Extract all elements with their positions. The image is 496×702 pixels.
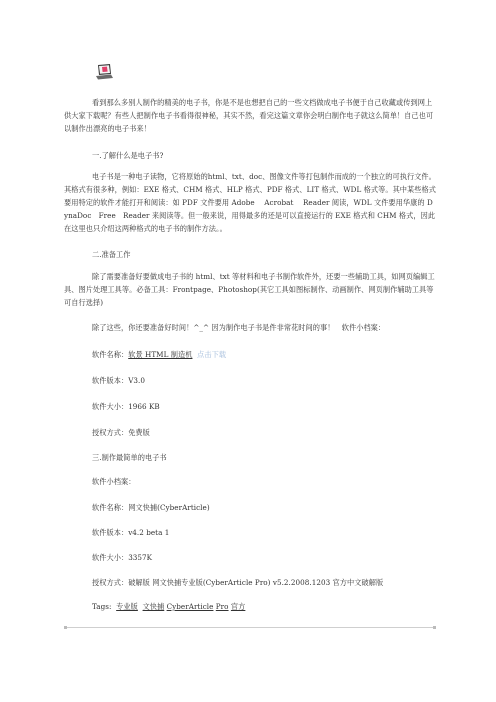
section-2-body: 除了需要准备好要做成电子书的 html、txt 等材料和电子书制作软件外，还要一些辅助工具，如网页编辑工具、图片处理工具等。必备工具：Frontpage、Photoshop(其它工具如图标制作、动画制作、网页制作辅助工具等可自行选择)	[64, 272, 435, 307]
software-1-size: 软件大小：1966 KB	[92, 402, 160, 411]
bottom-divider	[64, 627, 436, 628]
tags-label: Tags:	[92, 602, 112, 611]
software-2-license: 授权方式：破解版 网文快捕专业版(CyberArticle Pro) v5.2.2008.1203 官方中文破解版	[92, 578, 384, 587]
section-3-title: 三.制作最简单的电子书	[92, 453, 167, 462]
tags-line	[92, 600, 436, 613]
laptop-logo-icon	[94, 63, 114, 81]
section-2-title: 二.准备工作	[92, 250, 131, 259]
software-2-size: 软件大小：3357K	[92, 553, 153, 562]
software-2-profile: 软件小档案：	[92, 477, 136, 486]
tag-link[interactable]: CyberArticle	[166, 602, 214, 611]
tag-link[interactable]: 专业版	[116, 602, 138, 611]
software-2-version: 软件版本：v4.2 beta 1	[92, 528, 170, 537]
software-2-name: 软件名称：网文快捕(CyberArticle)	[92, 503, 210, 512]
software-1-name-label: 软件名称：	[92, 350, 129, 359]
download-link[interactable]: 点击下载	[197, 350, 227, 359]
section-1-body: 电子书是一种电子读物，它将原始的html、txt、doc、图像文件等打包制作而成的一个独立的可执行文件。其格式有很多种，例如：EXE 格式、CHM 格式、HLP 格式、PDF 格式、LIT 格式、WDL 格式等。其中某些格式要用特定的软件才能打开和阅读：如 PDF 文件要用 Adobe Acrobat Reader 阅读，WDL 文件要用华康的 DynaDoc Free Reader 来阅读等。但一般来说，用得最多的还是可以直接运行的 EXE 格式和 CHM 格式，因此在这里也只介绍这两种格式的电子书的制作方法。。	[64, 172, 436, 233]
tag-link[interactable]: Pro	[215, 602, 229, 611]
section-2-tip: 除了这些，你还要准备好时间！^_^ 因为制作电子书是件非常花时间的事！ 软件小档案：	[92, 323, 386, 332]
software-1-license: 授权方式：免费版	[92, 428, 150, 437]
tag-link[interactable]: 文快捕	[142, 602, 165, 611]
section-1-title: 一.了解什么是电子书?	[92, 151, 164, 160]
software-1-version: 软件版本：V3.0	[92, 376, 146, 385]
intro-paragraph: 看到那么多别人制作的精美的电子书，你是不是也想把自己的一些文档做成电子书便于自己收藏或传到网上供大家下载呢？有些人把制作电子书看得很神秘，其实不然，看完这篇文章你会明白制作电子就这么简单！自己也可以制作出漂亮的电子书来！	[64, 98, 434, 133]
software-1-name	[92, 348, 436, 361]
software-1-name-value: 软景 HTML 制造机	[128, 350, 193, 359]
tag-link[interactable]: 官方	[230, 602, 246, 611]
